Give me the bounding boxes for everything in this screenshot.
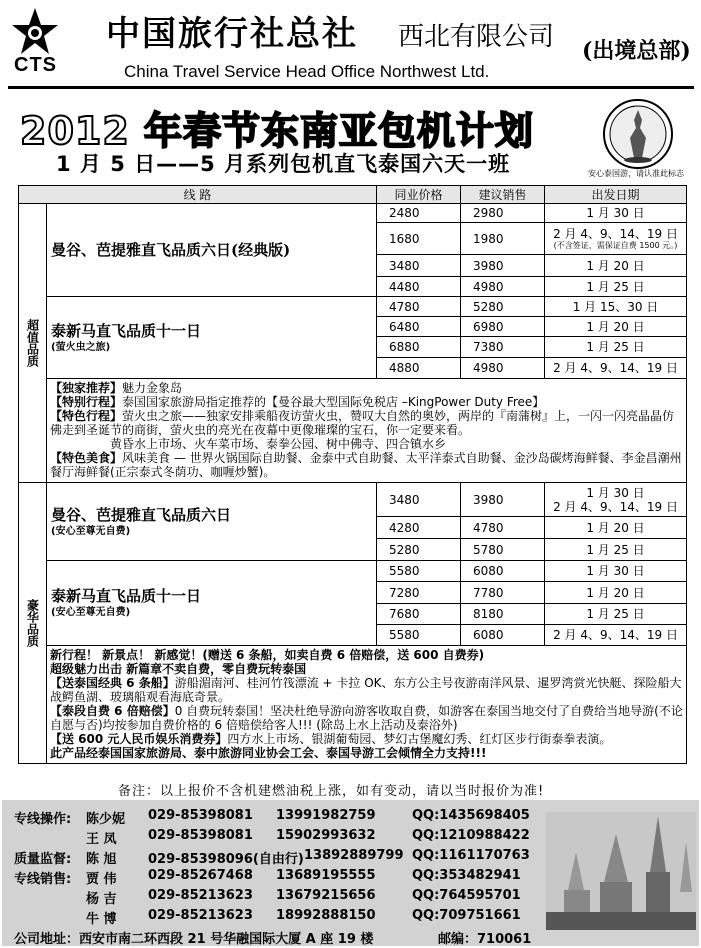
peer-price: 4280 [377, 517, 461, 539]
contact-role: 专线操作: [14, 812, 72, 827]
suggested-price: 2980 [461, 204, 545, 223]
table-row [19, 379, 687, 483]
suggested-price: 4980 [461, 277, 545, 297]
section-highlights [47, 646, 687, 764]
company-branch: 西北有限公司 [398, 22, 555, 52]
suggested-price: 1980 [461, 223, 545, 255]
header-departure: 出发日期 [545, 186, 687, 204]
suggested-price: 7380 [461, 337, 545, 358]
departure-date: 1 月 15、30 日 [545, 297, 687, 317]
peer-price: 3480 [377, 255, 461, 277]
company-department: (出境总部) [582, 38, 691, 64]
itinerary-table [18, 185, 687, 764]
departure-date: 2 月 4、9、14、19 日 [545, 358, 687, 379]
peer-price: 5580 [377, 561, 461, 582]
table-header-row [19, 186, 687, 204]
suggested-price: 6980 [461, 317, 545, 337]
highlight-line: 【独家推荐】魅力金象岛 [50, 381, 183, 395]
contact-mobile: 13679215656 [276, 888, 376, 903]
suggested-price: 3980 [461, 483, 545, 517]
peer-price: 4880 [377, 358, 461, 379]
contact-phone: 029-85267468 [148, 868, 253, 883]
route-subtitle: (安心至尊无自费) [51, 607, 131, 618]
suggested-price: 7780 [461, 582, 545, 604]
peer-price: 4780 [377, 297, 461, 317]
suggested-price: 8180 [461, 604, 545, 625]
contact-qq: QQ:709751661 [412, 908, 521, 923]
page-subtitle: 1 月 5 日——5 月系列包机直飞泰国六天一班 [56, 152, 511, 176]
peer-price: 1680 [377, 223, 461, 255]
cts-star-logo-icon [12, 8, 58, 54]
date-text: 1 月 30 日 [586, 485, 645, 500]
header-divider [8, 86, 694, 89]
contact-mobile: 15902993632 [276, 828, 376, 843]
departure-date: 1 月 20 日 [545, 317, 687, 337]
thai-temple-image [546, 812, 696, 930]
contact-name: 王 凤 [86, 832, 117, 847]
suggested-price: 3980 [461, 255, 545, 277]
contact-phone: 029-85398096(自由行) [148, 852, 304, 867]
section-label: 超值品质 [19, 204, 47, 483]
table-row [19, 561, 687, 582]
elephant-badge-icon [602, 98, 674, 170]
company-address: 公司地址：西安市南二环西段 21 号华融国际大厦 A 座 19 楼 [14, 932, 374, 947]
header-peer-price: 同业价格 [377, 186, 461, 204]
company-name-cn: 中国旅行社总社 [106, 14, 358, 54]
route-name: 泰新马直飞品质十一日 [51, 321, 202, 340]
departure-date: 1 月 25 日 [545, 539, 687, 561]
company-name-en: China Travel Service Head Office Northwest Ltd. [124, 62, 490, 81]
contact-mobile: 13892889799 [304, 848, 404, 863]
contact-name: 陈少妮 [86, 812, 126, 827]
route-name: 泰新马直飞品质十一日 [51, 587, 202, 605]
departure-date: 1 月 25 日 [545, 277, 687, 297]
departure-date: 1 月 25 日 [545, 604, 687, 625]
price-note: 备注：以上报价不含机建燃油税上涨，如有变动，请以当时报价为准! [118, 784, 545, 799]
suggested-price: 6080 [461, 561, 545, 582]
highlight-line: 新行程！ 新景点！ 新感觉！(赠送 6 条船，如卖自费 6 倍赔偿，送 600 自费券) [50, 648, 485, 662]
header-suggested-price: 建议销售 [461, 186, 545, 204]
suggested-price: 6080 [461, 625, 545, 646]
table-row [19, 204, 687, 223]
departure-date [545, 483, 687, 517]
date-note: (不含签证，需保证自费 1500 元。) [553, 241, 678, 250]
suggested-price: 5280 [461, 297, 545, 317]
contact-mobile: 13689195555 [276, 868, 376, 883]
contact-name: 牛 博 [86, 912, 117, 927]
departure-date: 1 月 20 日 [545, 582, 687, 604]
badge-slogan: 安心泰国游，请认准此标志 [588, 169, 684, 178]
contact-qq: QQ:1435698405 [412, 808, 530, 823]
contact-name: 贾 伟 [86, 872, 117, 887]
date-text: 2 月 4、9、14、19 日 [553, 227, 678, 241]
route-cell [47, 483, 377, 561]
peer-price: 6880 [377, 337, 461, 358]
contact-mobile: 18992888150 [276, 908, 376, 923]
table-row [19, 483, 687, 517]
departure-date: 1 月 30 日 [545, 561, 687, 582]
table-row [19, 646, 687, 764]
departure-date [545, 223, 687, 255]
contact-phone: 029-85213623 [148, 888, 253, 903]
section-label: 豪华品质 [19, 483, 47, 764]
departure-date: 2 月 4、9、14、19 日 [545, 625, 687, 646]
peer-price: 5280 [377, 539, 461, 561]
route-cell [47, 204, 377, 297]
suggested-price: 4980 [461, 358, 545, 379]
company-postcode: 邮编：710061 [438, 932, 532, 947]
contact-qq: QQ:1210988422 [412, 828, 530, 843]
highlight-line: 此产品经泰国国家旅游局、泰中旅游同业协会工会、泰国导游工会倾情全力支持!!! [50, 746, 487, 760]
route-name: 曼谷、芭提雅直飞品质六日 [51, 505, 232, 524]
contact-role: 专线销售: [14, 872, 72, 887]
peer-price: 3480 [377, 483, 461, 517]
section-highlights [47, 379, 687, 483]
highlight-line: 【泰段自费 6 倍赔偿】0 自费玩转泰国！坚决杜绝导游向游客收取自费，如游客在泰国当地交付了自费给当地导游(不论自愿与否)均按参加自费价格的 6 倍赔偿给客人!!! (除岛上水上活动及泰浴外) [50, 704, 683, 732]
contact-mobile: 13991982759 [276, 808, 376, 823]
logo-text: CTS [14, 54, 57, 76]
contact-name: 杨 吉 [86, 892, 117, 907]
route-name: 曼谷、芭提雅直飞品质六日(经典版) [51, 241, 291, 259]
contact-phone: 029-85398081 [148, 808, 253, 823]
contact-phone: 029-85398081 [148, 828, 253, 843]
contact-name: 陈 旭 [86, 852, 117, 867]
page-title: 2012 年春节东南亚包机计划 [20, 109, 534, 153]
route-subtitle: (安心至尊无自费) [51, 525, 131, 537]
route-subtitle: (萤火虫之旅) [51, 341, 111, 353]
highlight-line: 【特别行程】泰国国家旅游局指定推荐的【曼谷最大型国际免税店 –KingPower Duty Free】 [50, 395, 545, 409]
departure-date: 1 月 30 日 [545, 204, 687, 223]
highlight-line: 【送 600 元人民币娱乐消费券】四方水上市场、银湖葡萄园、梦幻古堡魔幻秀、红灯区步行街泰拳表演。 [50, 732, 612, 746]
table-row [19, 297, 687, 317]
peer-price: 7680 [377, 604, 461, 625]
contact-qq: QQ:353482941 [412, 868, 521, 883]
departure-date: 1 月 20 日 [545, 255, 687, 277]
highlight-line: 黄昏水上市场、火车菜市场、泰拳公园、树中佛寺、四合镇水乡 [110, 437, 447, 451]
contact-qq: QQ:1161170763 [412, 848, 530, 863]
suggested-price: 5780 [461, 539, 545, 561]
peer-price: 7280 [377, 582, 461, 604]
peer-price: 6480 [377, 317, 461, 337]
highlight-line: 超级魅力出击 新篇章不卖自费，零自费玩转泰国 [50, 662, 307, 676]
highlight-line: 【送泰国经典 6 条船】游船湄南河、桂河竹筏漂流 + 卡拉 OK、东方公主号夜游南洋风景、暹罗湾赏光快艇、探险船大战鳄鱼湖、玻璃船观看海底奇景。 [50, 676, 682, 704]
contact-qq: QQ:764595701 [412, 888, 521, 903]
highlight-line: 【特色行程】萤火虫之旅——独家安排乘船夜访萤火虫，赞叹大自然的奥妙，两岸的『南蒲树』上，一闪一闪亮晶晶仿佛走到圣诞节的商街，萤火虫的亮光在夜幕中更像璀璨的宝石，你一定要来看。 [50, 409, 675, 437]
route-cell [47, 297, 377, 379]
departure-date: 1 月 20 日 [545, 517, 687, 539]
contact-phone: 029-85213623 [148, 908, 253, 923]
peer-price: 2480 [377, 204, 461, 223]
suggested-price: 4780 [461, 517, 545, 539]
departure-date: 1 月 25 日 [545, 337, 687, 358]
header-route: 线 路 [19, 186, 377, 204]
peer-price: 5580 [377, 625, 461, 646]
route-cell [47, 561, 377, 646]
contact-role: 质量监督: [14, 852, 72, 867]
highlight-line: 【特色美食】风味美食 — 世界火锅国际自助餐、金泰中式自助餐、太平洋泰式自助餐、金沙岛碳烤海鲜餐、李金昌潮州餐厅海鲜餐(正宗泰式冬荫功、咖喱炒蟹)。 [50, 451, 682, 479]
peer-price: 4480 [377, 277, 461, 297]
date-text: 2 月 4、9、14、19 日 [553, 499, 678, 514]
